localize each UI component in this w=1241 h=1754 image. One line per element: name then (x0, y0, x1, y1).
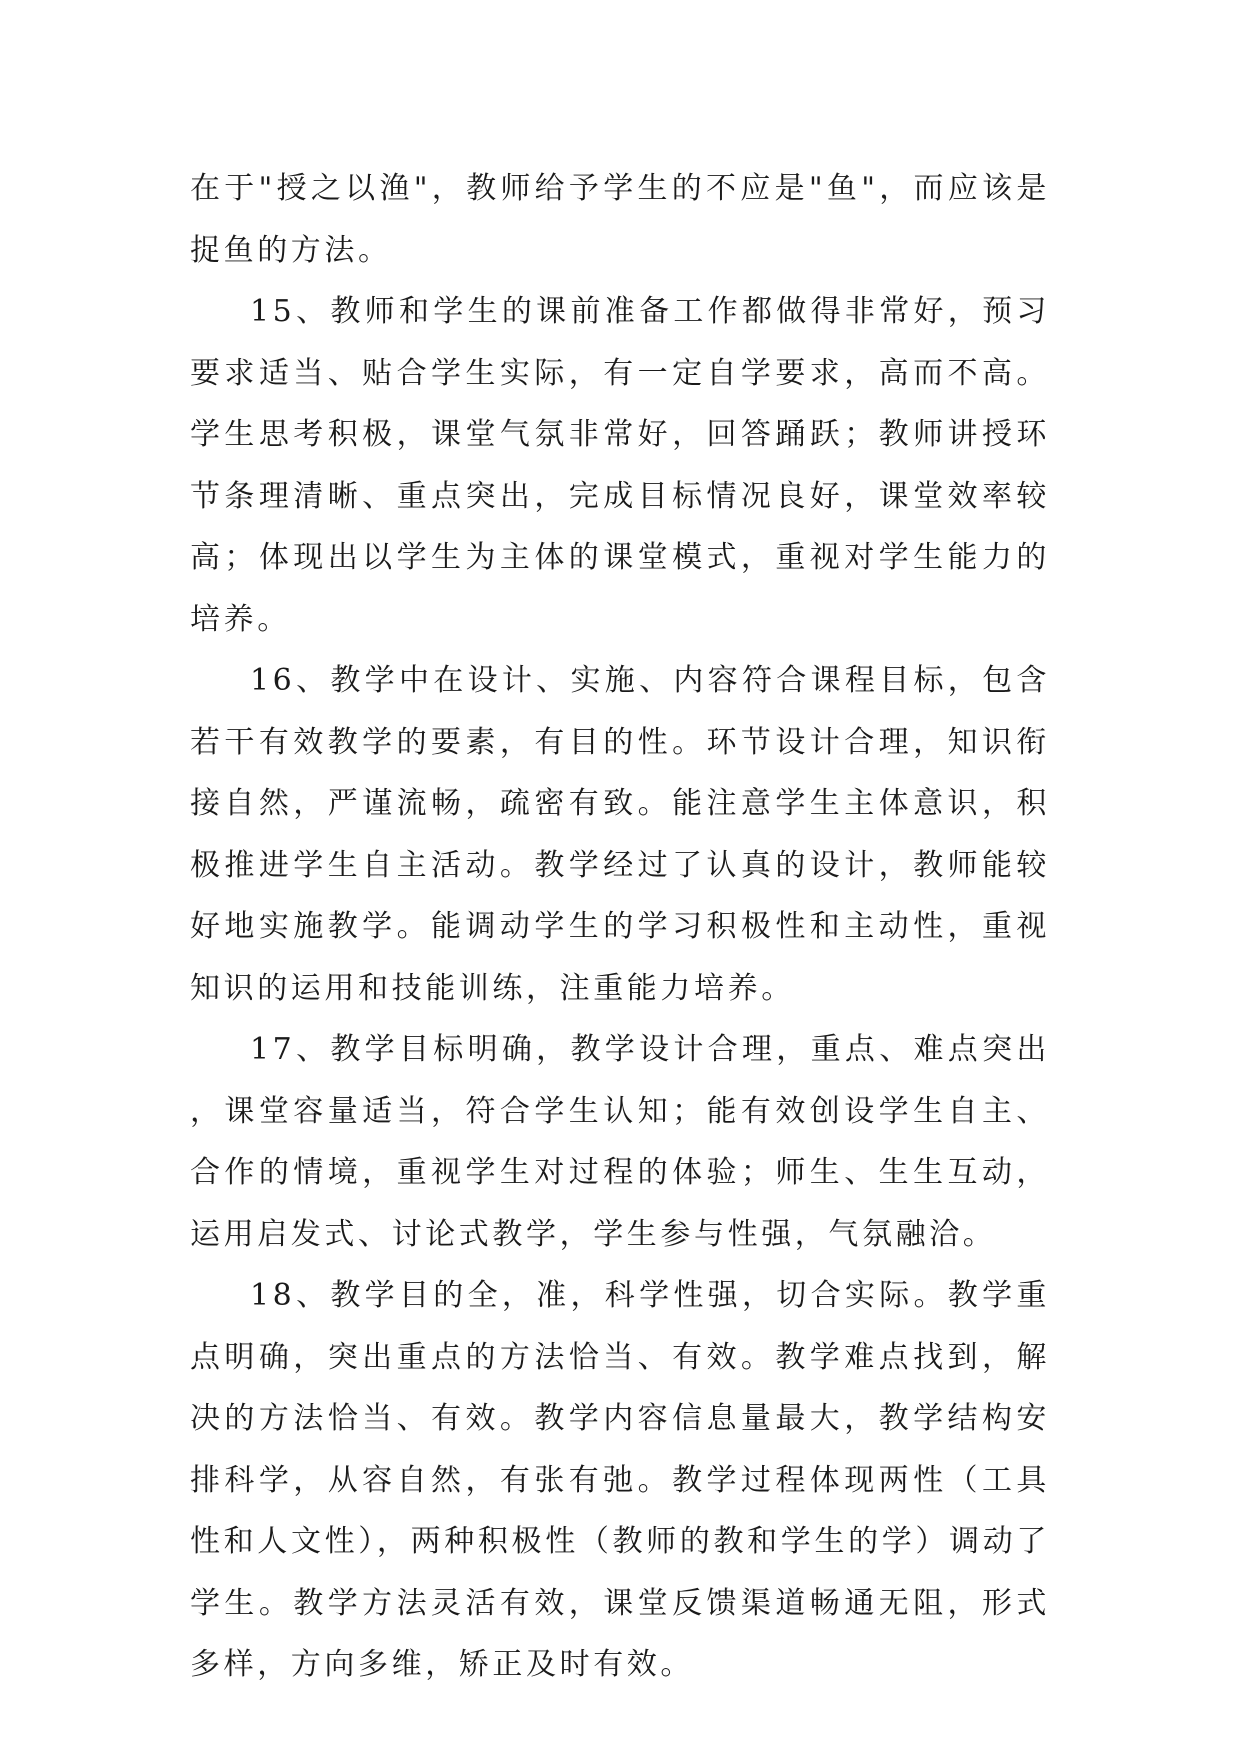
paragraph-continuation: 在于"授之以渔"，教师给予学生的不应是"鱼"，而应该是捉鱼的方法。 (190, 171, 1050, 268)
document-body (190, 158, 1050, 1696)
paragraph-17: 17、教学目标明确，教学设计合理，重点、难点突出，课堂容量适当，符合学生认知；能有效创设学生自主、合作的情境，重视学生对过程的体验；师生、生生互动，运用启发式、讨论式教学，学生参与性强，气氛融洽。 (190, 1032, 1050, 1252)
paragraph-18: 18、教学目的全，准，科学性强，切合实际。教学重点明确，突出重点的方法恰当、有效。教学难点找到，解决的方法恰当、有效。教学内容信息量最大，教学结构安排科学，从容自然，有张有弛。教学过程体现两性（工具性和人文性），两种积极性（教师的教和学生的学）调动了学生。教学方法灵活有效，课堂反馈渠道畅通无阻，形式多样，方向多维，矫正及时有效。 (190, 1278, 1050, 1682)
paragraph-15: 15、教师和学生的课前准备工作都做得非常好，预习要求适当、贴合学生实际，有一定自学要求，高而不高。学生思考积极，课堂气氛非常好，回答踊跃；教师讲授环节条理清晰、重点突出，完成目标情况良好，课堂效率较高；体现出以学生为主体的课堂模式，重视对学生能力的培养。 (190, 294, 1050, 637)
paragraph-16: 16、教学中在设计、实施、内容符合课程目标，包含若干有效教学的要素，有目的性。环节设计合理，知识衔接自然，严谨流畅，疏密有致。能注意学生主体意识，积极推进学生自主活动。教学经过了认真的设计，教师能较好地实施教学。能调动学生的学习积极性和主动性，重视知识的运用和技能训练，注重能力培养。 (190, 663, 1050, 1006)
